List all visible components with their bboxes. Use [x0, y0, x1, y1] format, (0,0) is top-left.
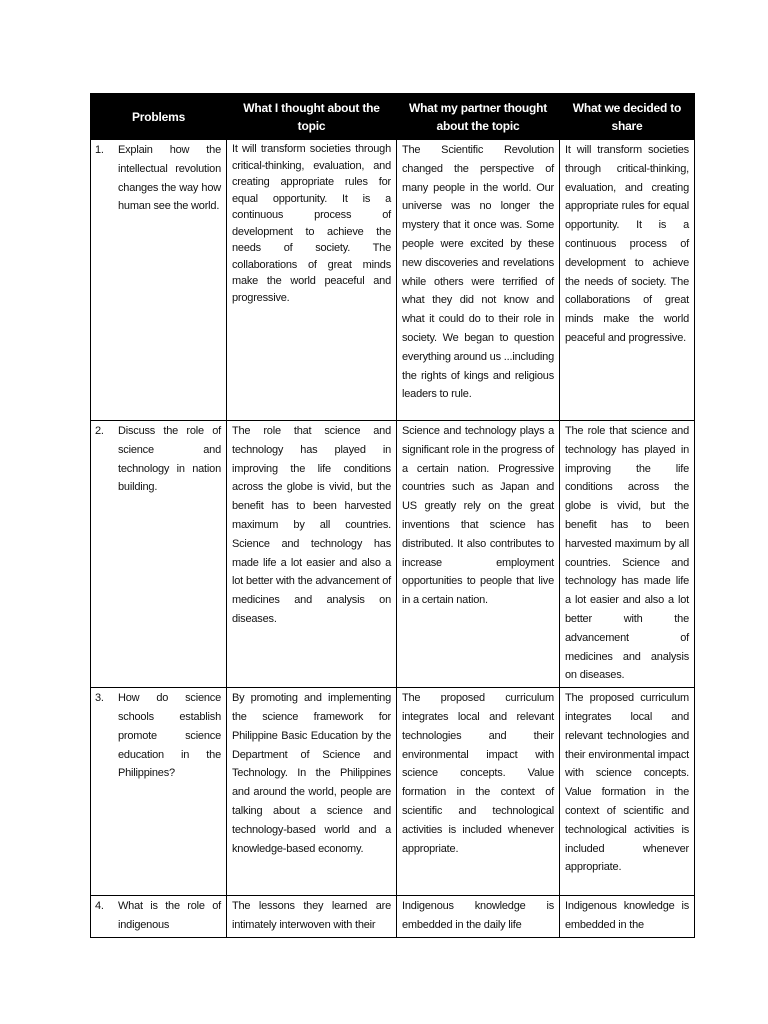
worksheet-table — [90, 93, 695, 938]
header-what-we-decided: What we decided to share — [560, 94, 695, 140]
table-header — [91, 94, 695, 140]
problem-text: Explain how the intellectual revolution changes the way how human see the world. — [118, 144, 221, 213]
problem-cell — [91, 140, 227, 421]
table-row — [91, 421, 695, 688]
partner-thought-cell: Indigenous knowledge is embedded in the daily life — [397, 896, 560, 938]
partner-thought-cell: The proposed curriculum integrates local and relevant technologies and their environmental impact with science concepts. Value formation in the context of scientific and technological activities is included whenever appropriate. — [397, 688, 560, 896]
problem-cell — [91, 688, 227, 896]
i-thought-cell: By promoting and implementing the science framework for Philippine Basic Education by the Department of Science and Technology. In the Philippines and around the world, people are talking about a science and technology-based world and a knowledge-based economy. — [227, 688, 397, 896]
we-decided-cell: The role that science and technology has played in improving the life conditions across the globe is vivid, but the benefit has to been harvested maximum by all countries. Science and technology has made life a lot easier and also a lot better with the advancement of medicines and analysis on diseases. — [560, 421, 695, 688]
header-what-i-thought: What I thought about the topic — [227, 94, 397, 140]
partner-thought-cell: The Scientific Revolution changed the perspective of many people in the world. Our universe was no longer the mystery that it once was. Some people were excited by these new discoveries and revelations while others were terrified of what they did not know and what it could do to their role in society. We began to question everything around us ...including the rights of kings and religious leaders to rule. — [397, 140, 560, 421]
header-problems: Problems — [91, 94, 227, 140]
partner-thought-cell: Science and technology plays a significant role in the progress of a certain nation. Progressive countries such as Japan and US greatly rely on the great inventions that science has distributed. It also contributes to increase employment opportunities to people that live in a certain nation. — [397, 421, 560, 688]
table-row — [91, 896, 695, 938]
problem-text: What is the role of indigenous — [118, 900, 221, 931]
we-decided-cell: Indigenous knowledge is embedded in the — [560, 896, 695, 938]
problem-text: Discuss the role of science and technology in nation building. — [118, 425, 221, 494]
i-thought-cell: The role that science and technology has played in improving the life conditions across the globe is vivid, but the benefit has to been harvested maximum by all countries. Science and technology has made life a lot easier and also a lot better with the advancement of medicines and analysis on diseases. — [227, 421, 397, 688]
problem-number: 3. — [95, 692, 104, 705]
table-row — [91, 688, 695, 896]
problem-cell — [91, 421, 227, 688]
problem-text: How do science schools establish promote science education in the Philippines? — [118, 692, 221, 780]
problem-number: 1. — [95, 144, 104, 156]
problem-cell — [91, 896, 227, 938]
i-thought-cell: The lessons they learned are intimately interwoven with their — [227, 896, 397, 938]
i-thought-cell: It will transform societies through critical-thinking, evaluation, and creating appropriate rules for equal opportunity. It is a continuous process of development to achieve the needs of society. The collaborations of great minds make the world peaceful and progressive. — [227, 140, 397, 421]
table-body — [91, 140, 695, 938]
problem-number: 2. — [95, 425, 104, 437]
problem-number: 4. — [95, 900, 104, 913]
we-decided-cell: It will transform societies through critical-thinking, evaluation, and creating appropriate rules for equal opportunity. It is a continuous process of development to achieve the needs of society. The collaborations of great minds make the world peaceful and progressive. — [560, 140, 695, 421]
header-row — [91, 94, 695, 140]
we-decided-cell: The proposed curriculum integrates local and relevant technologies and their environmental impact with science concepts. Value formation in the context of scientific and technological activities is included whenever appropriate. — [560, 688, 695, 896]
table-row — [91, 140, 695, 421]
header-what-partner-thought: What my partner thought about the topic — [397, 94, 560, 140]
